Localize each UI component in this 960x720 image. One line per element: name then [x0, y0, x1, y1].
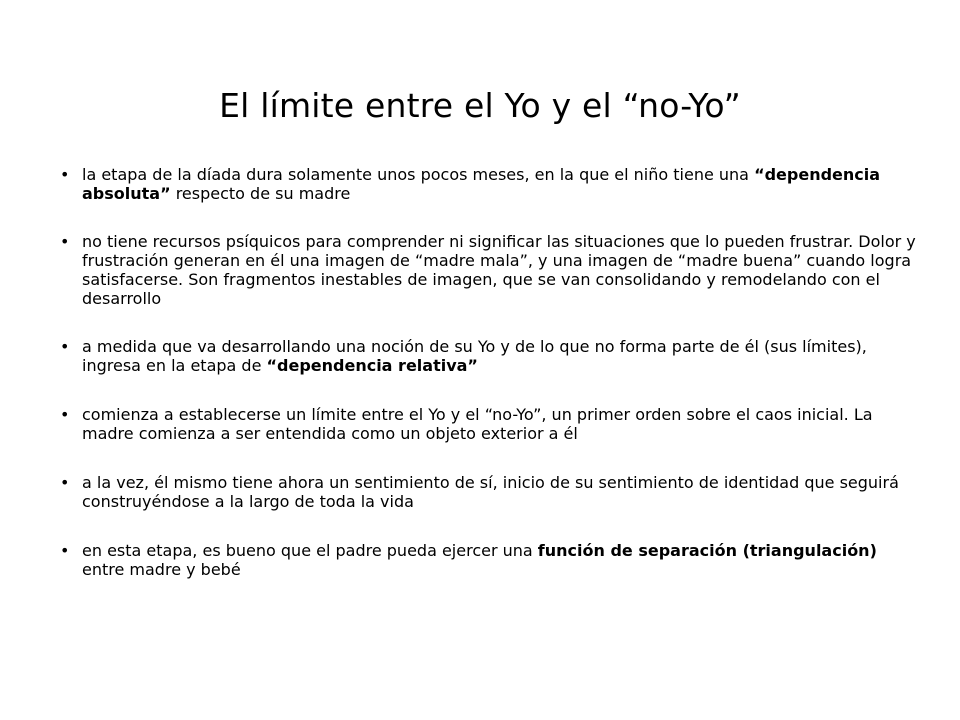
bullet-item-3 — [60, 337, 920, 375]
bullet-marker: • — [60, 473, 70, 492]
bullet-item-6 — [60, 541, 920, 579]
bullet-text: respecto de su madre — [170, 184, 351, 203]
bullet-emphasis: función de separación (triangulación) — [537, 541, 877, 560]
bullet-item-5 — [60, 473, 920, 511]
bullet-item-1 — [60, 165, 920, 203]
bullet-emphasis: “dependencia absoluta” — [82, 165, 881, 203]
bullet-list — [60, 165, 920, 579]
bullet-item-2 — [60, 232, 920, 308]
bullet-emphasis: “dependencia relativa” — [266, 356, 478, 375]
bullet-text: comienza a establecerse un límite entre el Yo y el “no-Yo”, un primer orden sobre el caos inicial. La madre comienza a ser entendida como un objeto exterior a él — [82, 405, 873, 443]
bullet-text: a la vez, él mismo tiene ahora un sentimiento de sí, inicio de su sentimiento de identidad que seguirá construyéndose a la largo de toda la vida — [82, 473, 899, 511]
bullet-text: la etapa de la díada dura solamente unos pocos meses, en la que el niño tiene una — [82, 165, 755, 184]
bullet-text: no tiene recursos psíquicos para comprender ni significar las situaciones que lo pueden frustrar. Dolor y frustración generan en él una imagen de “madre mala”, y una imagen de “madre buena” cuando logra satisfacerse. Son fragmentos inestables de imagen, que se van consolidando y remodelando con el desarrollo — [82, 232, 916, 308]
bullet-text: entre madre y bebé — [82, 560, 241, 579]
bullet-marker: • — [60, 337, 70, 356]
slide-title: El límite entre el Yo y el “no-Yo” — [219, 86, 741, 126]
bullet-item-4 — [60, 405, 920, 443]
bullet-marker: • — [60, 405, 70, 424]
bullet-text: en esta etapa, es bueno que el padre pueda ejercer una — [82, 541, 538, 560]
bullet-marker: • — [60, 541, 70, 560]
bullet-marker: • — [60, 165, 70, 184]
bullet-marker: • — [60, 232, 70, 251]
bullet-text: a medida que va desarrollando una noción de su Yo y de lo que no forma parte de él (sus límites), ingresa en la etapa de — [82, 337, 867, 375]
